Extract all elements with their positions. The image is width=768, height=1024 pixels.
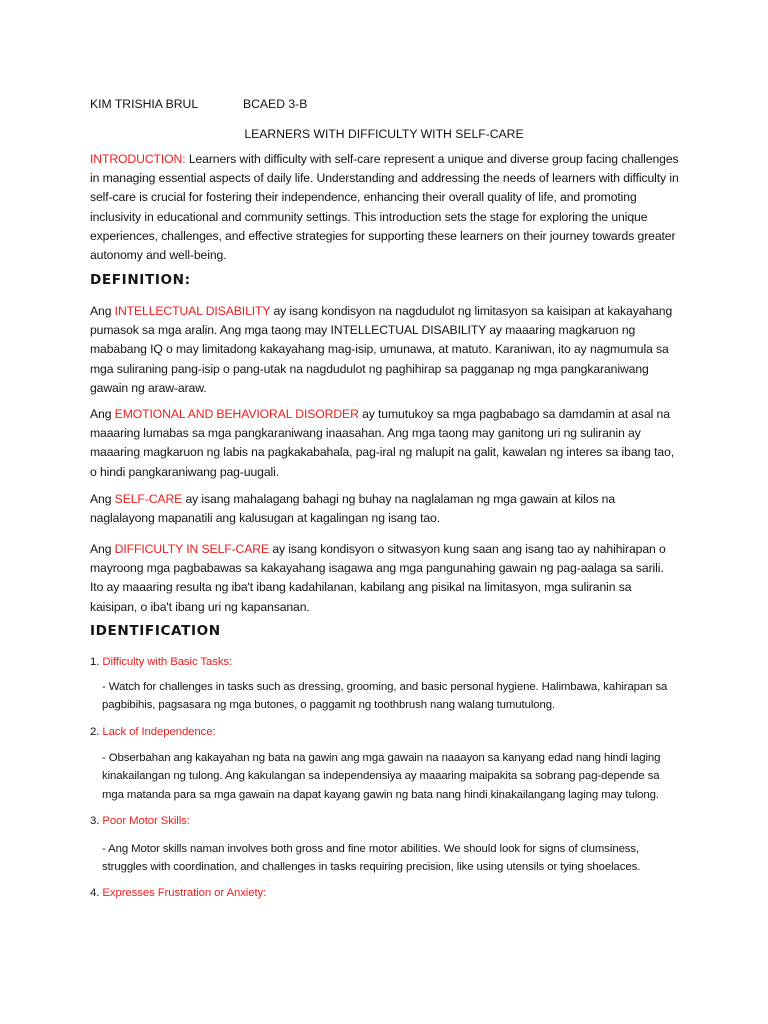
item-title: Expresses Frustration or Anxiety: [102,887,267,899]
definition-paragraph [90,490,680,528]
definition-text: ay tumutukoy sa mga pagbabago sa damdamin at asal na maaaring lumabas sa mga pangkaraniwang inaasahan. Ang mga taong may ganitong uri ng suliranin ay maaaring magkaruon ng labis na pagkakabahala, pag-iral ng malupit na galit, kawalan ng interes sa ibang tao, o hindi pangkaraniwang pag-uugali. [90,407,675,479]
identification-item-title [90,812,680,830]
identification-item-text: - Obserbahan ang kakayahan ng bata na gawin ang mga gawain na naaayon sa kanyang edad nang hindi laging kinakailangan ng tulong. Ang kakulangan sa independensiya ay maaaring maipakita sa sobrang pag-depende sa mga matanda para sa mga gawain na dapat kayang gawin ng bata nang hindi kinakailangang laging may tulong. [102,752,661,801]
definition-term: INTELLECTUAL DISABILITY [114,304,271,318]
definition-paragraph [90,405,680,482]
item-number: 4. [90,887,103,899]
item-title: Difficulty with Basic Tasks: [102,656,233,668]
identification-item-title [90,884,680,902]
definition-prefix: Ang [90,492,115,506]
definition-text: ay isang kondisyon o sitwasyon kung saan ang isang tao ay nahihirapan o mayroong mga pagbabawas sa kakayahang isagawa ang mga pangunahing gawain ng pag-aalaga sa sarili. Ito ay maaaring resulta ng iba't ibang kadahilanan, kabilang ang pisikal na limitasyon, mga suliranin sa kaisipan, o iba't ibang uri ng kapansanan. [90,542,666,614]
introduction-paragraph [90,150,680,265]
definition-paragraph [90,302,680,398]
definition-prefix: Ang [90,304,115,318]
definition-term: SELF-CARE [114,492,183,506]
introduction-label: INTRODUCTION: [90,152,186,166]
definition-term: DIFFICULTY IN SELF-CARE [114,542,270,556]
document-title: LEARNERS WITH DIFFICULTY WITH SELF-CARE [244,127,524,141]
definition-text: ay isang mahalagang bahagi ng buhay na naglalaman ng mga gawain at kilos na naglalayong mapanatili ang kalusugan at kagalingan ng isang tao. [90,492,616,526]
introduction-text: Learners with difficulty with self-care represent a unique and diverse group facing challenges in managing essential aspects of daily life. Understanding and addressing the needs of learners with difficulty in self-care is crucial for fostering their independence, enhancing their overall quality of life, and promoting inclusivity in educational and community settings. This introduction sets the stage for exploring the unique experiences, challenges, and effective strategies for supporting these learners on their journey towards greater autonomy and well-being. [90,152,679,263]
item-number: 2. [90,726,103,738]
identification-heading: IDENTIFICATION [90,623,221,639]
definition-prefix: Ang [90,407,115,421]
item-title: Poor Motor Skills: [102,815,190,827]
item-number: 3. [90,815,103,827]
identification-item-text: - Ang Motor skills naman involves both gross and fine motor abilities. We should look for signs of clumsiness, struggles with coordination, and challenges in tasks requiring precision, like using utensils or tying shoelaces. [102,843,641,874]
definition-heading: DEFINITION: [90,272,191,288]
identification-item-text: - Watch for challenges in tasks such as dressing, grooming, and basic personal hygiene. Halimbawa, kahirapan sa pagbibihis, pagsasara ng mga butones, o paggamit ng toothbrush nang walang tumutulong. [102,681,668,712]
definition-text: ay isang kondisyon na nagdudulot ng limitasyon sa kaisipan at kakayahang pumasok sa mga aralin. Ang mga taong may INTELLECTUAL DISABILITY ay maaaring magkaruon ng mababang IQ o may limitadong kakayahang mag-isip, umunawa, at matuto. Karaniwan, ito ay nagmumula sa mga suliraning pang-isip o pang-utak na nagdudulot ng paghihirap sa pagganap ng mga pangkaraniwang gawain ng araw-araw. [90,304,673,395]
student-section: BCAED 3-B [243,97,308,111]
definition-paragraph [90,540,680,617]
definition-term: EMOTIONAL AND BEHAVIORAL DISORDER [114,407,359,421]
item-number: 1. [90,656,103,668]
identification-item-title [90,653,680,671]
item-title: Lack of Independence: [102,726,216,738]
identification-item-title [90,723,680,741]
definition-prefix: Ang [90,542,115,556]
student-name: KIM TRISHIA BRUL [90,97,199,111]
